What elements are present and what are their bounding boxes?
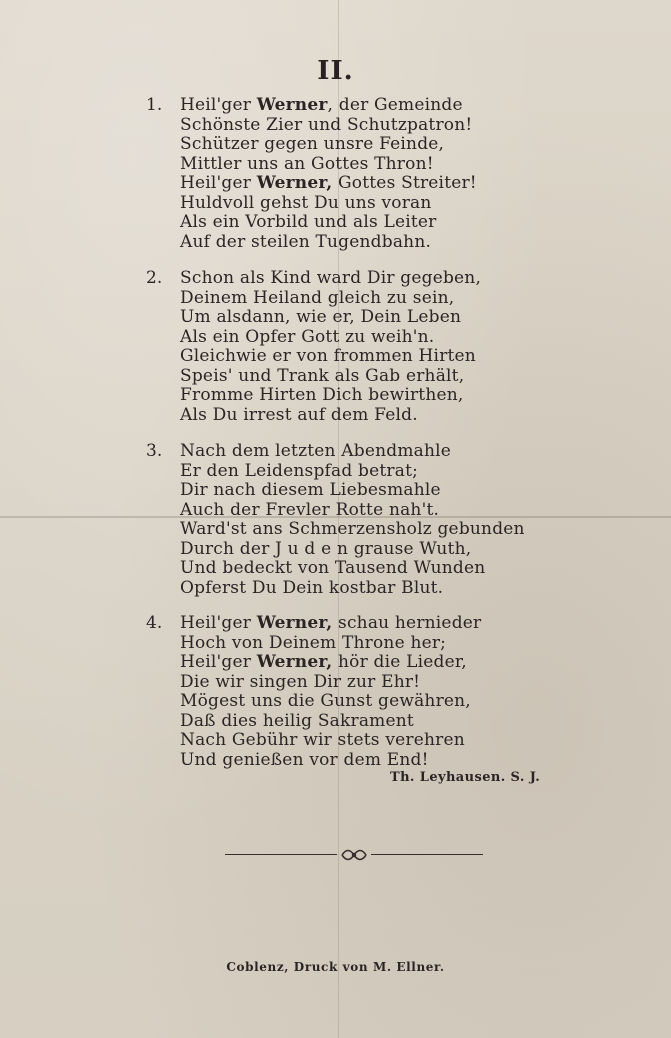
verse-line <box>180 462 580 482</box>
verse-line <box>180 751 580 771</box>
verse-line <box>180 712 580 732</box>
verse-text: Er den Leidenspfad betrat; <box>180 460 419 481</box>
verse-text: Und bedeckt von Tausend Wunden <box>180 558 486 578</box>
verse-line <box>180 559 580 579</box>
author-signature: Th. Leyhausen. S. J. <box>390 770 541 785</box>
verse-text: Heil'ger <box>180 652 257 672</box>
verse-text: Hoch von Deinem Throne her; <box>180 632 447 653</box>
verse-line <box>180 269 580 289</box>
verse-line <box>180 328 580 348</box>
verse-text: , der Gemeinde <box>327 95 463 115</box>
verse-line <box>180 213 580 233</box>
verse-line <box>180 347 580 367</box>
verse-text: Gottes Streiter! <box>332 173 477 193</box>
verse-line <box>180 692 580 712</box>
song-title: II. <box>317 56 354 86</box>
stanza-number: 3. <box>146 441 163 461</box>
verse-line <box>180 579 580 599</box>
verse-line <box>180 673 580 693</box>
verse-text: Fromme Hirten Dich bewirthen, <box>180 385 464 405</box>
verse-emphasis: Werner, <box>256 652 333 672</box>
verse-text: Speis' und Trank als Gab erhält, <box>180 365 465 386</box>
stanza-lines <box>180 96 580 252</box>
stanza-number: 4. <box>146 613 163 633</box>
verse-line <box>180 116 580 136</box>
verse-line <box>180 233 580 253</box>
verse-text: Gleichwie er von frommen Hirten <box>180 346 476 366</box>
verse-line <box>180 540 580 560</box>
verse-text: Als ein Opfer Gott zu weih'n. <box>180 326 435 347</box>
verse-text: Mittler uns an Gottes Thron! <box>180 153 434 174</box>
stanza-lines <box>180 269 580 425</box>
verse-line <box>180 289 580 309</box>
verse-text: Die wir singen Dir zur Ehr! <box>180 671 421 692</box>
verse-text: schau hernieder <box>332 613 482 633</box>
verse-text: Und genießen vor dem End! <box>180 749 429 770</box>
verse-text: Huldvoll gehst Du uns voran <box>180 192 432 213</box>
verse-text: Um alsdann, wie er, Dein Leben <box>180 307 462 327</box>
verse-text: Schützer gegen unsre Feinde, <box>180 134 445 154</box>
verse-line <box>180 501 580 521</box>
stanza-number: 1. <box>146 95 163 115</box>
verse-line <box>180 731 580 751</box>
ornamental-rule <box>225 846 483 864</box>
stanza-number: 2. <box>146 268 163 288</box>
verse-text: Als Du irrest auf dem Feld. <box>180 404 418 425</box>
verse-text: Als ein Vorbild und als Leiter <box>180 212 437 232</box>
verse-line <box>180 367 580 387</box>
verse-text: Mögest uns die Gunst gewähren, <box>180 691 471 711</box>
verse-text: Schönste Zier und Schutzpatron! <box>180 114 473 135</box>
stanza-lines <box>180 614 580 770</box>
verse-line <box>180 135 580 155</box>
ornament-rule-left <box>225 854 337 855</box>
verse-text: Auf der steilen Tugendbahn. <box>180 231 432 252</box>
verse-text: Opferst Du Dein kostbar Blut. <box>180 577 444 598</box>
verse-text: Dir nach diesem Liebesmahle <box>180 480 441 500</box>
ornament-rule-right <box>371 854 483 855</box>
verse-text: Nach dem letzten Abendmahle <box>180 441 452 461</box>
verse-text: Heil'ger <box>180 613 257 633</box>
verse-line <box>180 194 580 214</box>
verse-line <box>180 653 580 673</box>
verse-line <box>180 442 580 462</box>
verse-text: hör die Lieder, <box>332 652 467 672</box>
verse-text: Ward'st ans Schmerzensholz gebunden <box>180 519 525 539</box>
verse-line <box>180 634 580 654</box>
verse-text: Heil'ger <box>180 173 257 193</box>
verse-line <box>180 481 580 501</box>
verse-line <box>180 386 580 406</box>
verse-text: Heil'ger <box>180 95 257 115</box>
verse-line <box>180 614 580 634</box>
verse-emphasis: Werner <box>256 95 328 115</box>
verse-text: Nach Gebühr wir stets verehren <box>180 730 465 750</box>
verse-line <box>180 96 580 116</box>
verse-line <box>180 520 580 540</box>
verse-line <box>180 155 580 175</box>
verse-line <box>180 308 580 328</box>
stanza-lines <box>180 442 580 598</box>
verse-text: Durch der J u d e n grause Wuth, <box>180 538 472 559</box>
verse-emphasis: Werner, <box>256 173 333 193</box>
verse-line <box>180 406 580 426</box>
printer-imprint: Coblenz, Druck von M. Ellner. <box>226 960 445 974</box>
verse-text: Auch der Frevler Rotte nah't. <box>180 499 440 520</box>
verse-text: Deinem Heiland gleich zu sein, <box>180 287 455 308</box>
ornament-flourish-icon <box>339 846 369 864</box>
verse-text: Daß dies heilig Sakrament <box>180 710 414 731</box>
verse-text: Schon als Kind ward Dir gegeben, <box>180 268 482 288</box>
verse-emphasis: Werner, <box>256 613 333 633</box>
verse-line <box>180 174 580 194</box>
